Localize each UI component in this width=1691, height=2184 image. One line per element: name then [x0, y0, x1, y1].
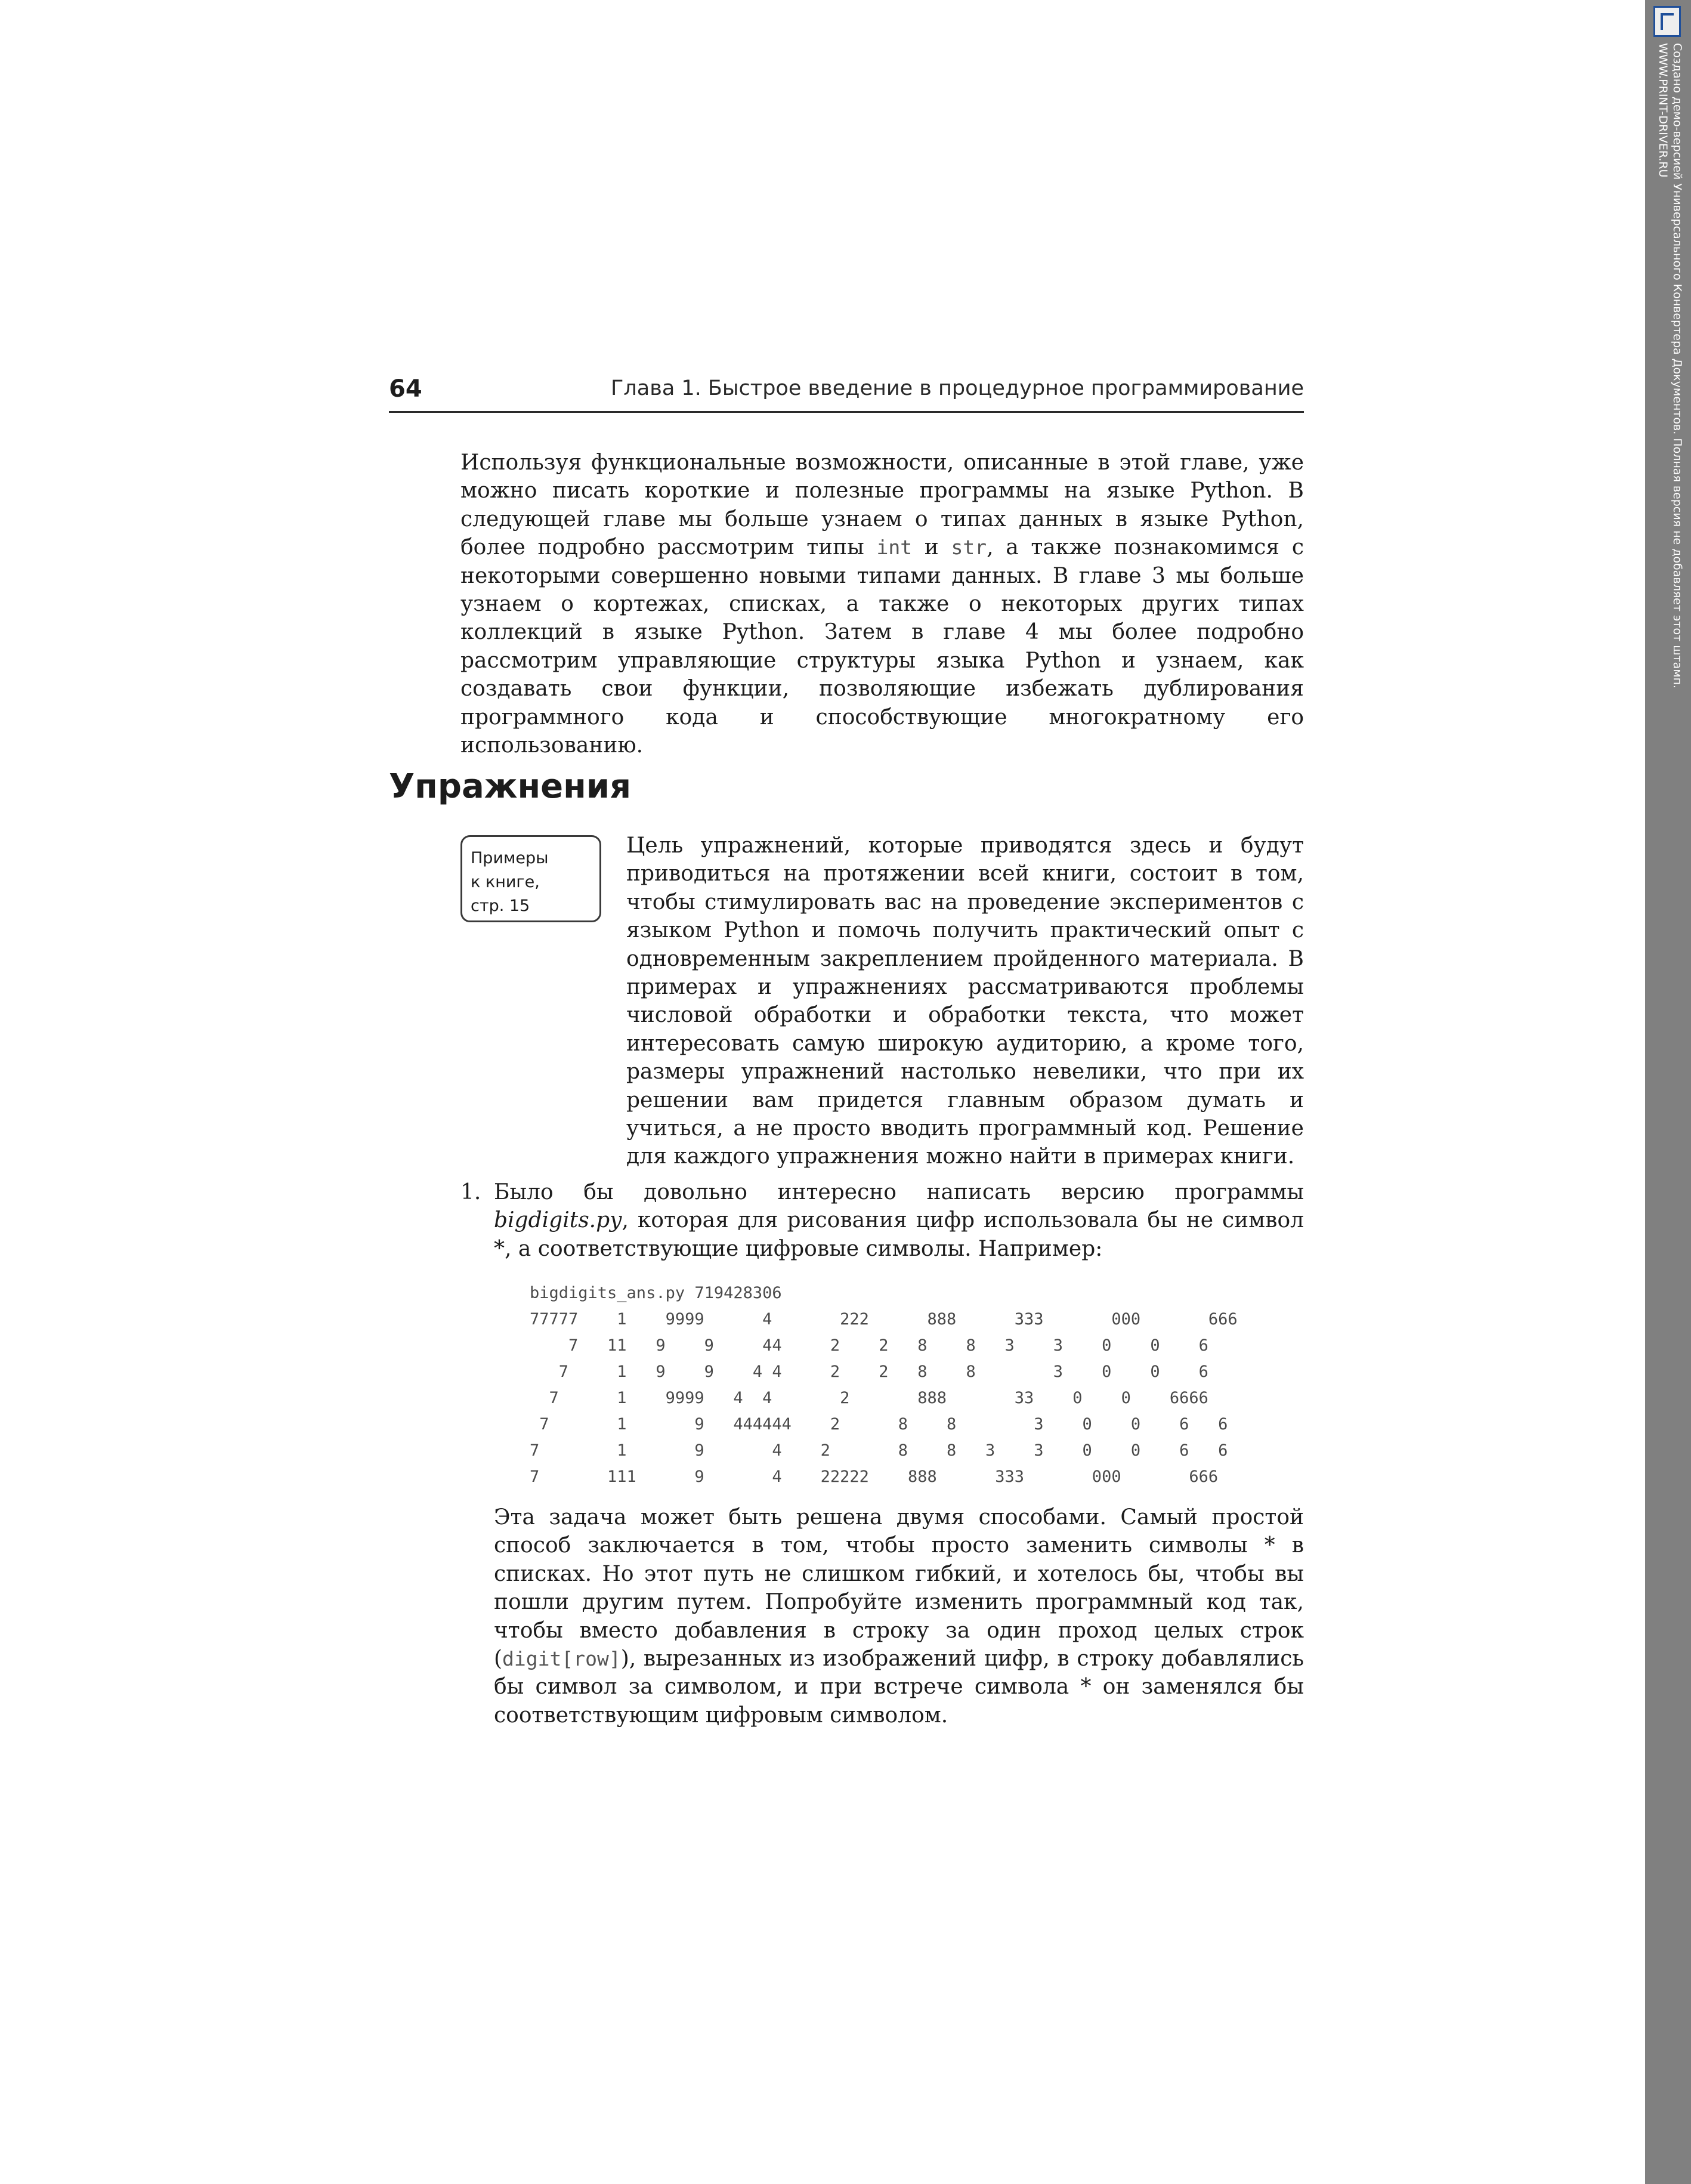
code-line: 7 1 9 9 4 4 2 2 8 8 3 0 0 6: [530, 1363, 1208, 1381]
section-title: Упражнения: [389, 767, 632, 806]
code-line: bigdigits_ans.py 719428306: [530, 1284, 782, 1302]
exercises-intro-paragraph: Цель упражнений, которые приводятся здесь и будут приводиться на протяжении всей книги, состоит в том, чтобы стимулировать вас на проведение экспериментов с языком Python и помочь получить практический опыт с одновременным закреплением пройденного материала. В примерах и упражнениях рассматриваются проблемы числовой обработки и обработки текста, что может интересовать самую широкую аудиторию, а кроме того, размеры упражнений настолько невелики, что при их решении вам придется главным образом думать и учиться, а не просто вводить программный код. Решение для каждого упражнения можно найти в примерах книги.: [626, 833, 1304, 1169]
intro-code-int: int: [876, 536, 913, 560]
intro-text-part3: , а также познакомимся с некоторыми совершенно новыми типами данных. В главе 3 мы больше узнаем о кортежах, списках, а также о некоторых других типах коллекций в языке Python. Затем в главе 4 мы более подробно рассмотрим управляющие структуры языка Python и узнаем, как создавать свои функции, позволяющие избежать дублирования программного кода и способствующие многократному его использованию.: [460, 535, 1304, 758]
intro-code-str: str: [951, 536, 987, 560]
exercise-text-b: , которая для рисования цифр использовала бы не символ *, а соответствующие цифровые символы. Например:: [494, 1208, 1304, 1261]
running-title: Глава 1. Быстрое введение в процедурное программирование: [611, 376, 1304, 400]
intro-text-part2: и: [912, 535, 951, 560]
exercise-text-a: Было бы довольно интересно написать версию программы: [494, 1180, 1304, 1204]
exercise-cont-b: ), вырезанных из изображений цифр, в строку добавлялись бы символ за символом, и при встрече символа * он заменялся бы соответствующим цифровым символом.: [494, 1647, 1304, 1728]
code-line: 7 111 9 4 22222 888 333 000 666: [530, 1468, 1219, 1486]
code-line: 7 1 9999 4 4 2 888 33 0 0 6666: [530, 1389, 1208, 1407]
code-line: 7 11 9 9 44 2 2 8 8 3 3 0 0 6: [530, 1336, 1208, 1355]
watermark-line: Создано демо-версией Универсального Конвертера Документов. Полная версия не добавляет этот штамп.: [1671, 43, 1684, 689]
intro-text-part1: Используя функциональные возможности, описанные в этой главе, уже можно писать короткие и полезные программы на языке Python. В следующей главе мы больше узнаем о типах данных в языке Python, более подробно рассмотрим типы: [460, 450, 1304, 560]
exercise-1-continuation: [494, 1503, 1304, 1729]
exercise-cont-code: digit[row]: [502, 1647, 621, 1671]
exercise-cont-a: Эта задача может быть решена двумя способами. Самый простой способ заключается в том, чтобы просто заменить символы * в списках. Но этот путь не слишком гибкий, и хотелось бы, чтобы вы пошли другим путем. Попробуйте изменить программный код так, чтобы вместо добавления в строку за один проход целых строк (: [494, 1505, 1304, 1672]
margin-note-line: к книге,: [471, 873, 540, 891]
margin-note-line: стр. 15: [471, 897, 530, 915]
watermark-sidebar: [1645, 0, 1691, 2184]
margin-note: [460, 835, 601, 922]
watermark-url: WWW.PRINT-DRIVER.RU: [1656, 43, 1670, 178]
page-number: 64: [389, 375, 422, 403]
page-header: [389, 373, 1304, 413]
converter-logo-icon: [1653, 6, 1681, 37]
margin-note-line: Примеры: [471, 849, 549, 867]
watermark-text: [1656, 43, 1684, 688]
code-example: [530, 1280, 1238, 1490]
exercise-number: 1.: [460, 1180, 481, 1204]
code-line: 77777 1 9999 4 222 888 333 000 666: [530, 1310, 1238, 1329]
intro-paragraph: [460, 449, 1304, 759]
exercise-1-text: [494, 1178, 1304, 1263]
code-line: 7 1 9 4 2 8 8 3 3 0 0 6 6: [530, 1441, 1228, 1460]
code-line: 7 1 9 444444 2 8 8 3 0 0 6 6: [530, 1415, 1228, 1434]
program-name: bigdigits.py: [494, 1208, 622, 1233]
